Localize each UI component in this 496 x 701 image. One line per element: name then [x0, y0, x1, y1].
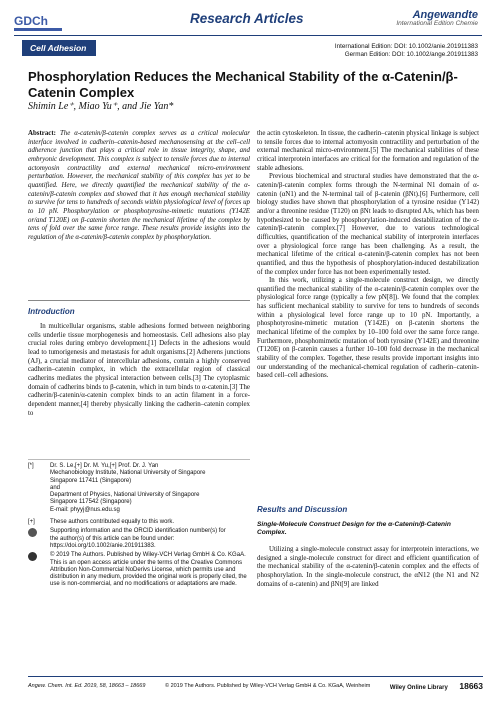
affiliation-line: Singapore 117542 (Singapore) — [50, 499, 132, 506]
body-paragraph: the actin cytoskeleton. In tissue, the cadherin–catenin physical linkage is subject to tensile forces due to internal actomyosin contractility and perturbation of the external mechanical micro-environment.[5] The mechanical stabilities of these critical interprotein interfaces are critical for the formation and regulation of the stable adhesions. — [257, 130, 479, 172]
abstract-text: The α-catenin/β-catenin complex serves as a critical molecular interface involved in cadherin–catenin-based mechanosensing at the cell–cell adherence junction that plays a critical role in tissue integrity, shape, and embryonic development. This complex is subject to tensile forces due to internal actomyosin contractility and external mechanical micro-environment perturbation. However, the mechanical stability of this complex has yet to be quantified. Here, we directly quantified the mechanical stability of the α-catenin/β-catenin complex and showed that it has enough mechanical stability to survive for tens to hundreds of seconds within physiological level of forces up to 10 pN. Phosphorylation or phosphotyrosine-mimetic mutations (Y142E or/and T120E) on β-catenin shorten the mechanical lifetime of the complex by tens of fold over the same force range. These results provide insights into the regulation of the α-catenin/β-catenin complex by phosphorylation. — [28, 130, 250, 241]
page-number: 18663 — [459, 681, 483, 691]
equal-contribution-note: These authors contributed equally to this work. — [50, 519, 175, 526]
right-column — [257, 130, 479, 381]
intro-paragraph — [28, 323, 250, 418]
footnote-mark: [*] — [28, 463, 34, 469]
article-title: Phosphorylation Reduces the Mechanical Stability of the α-Catenin/β-Catenin Complex — [28, 69, 458, 100]
citation: Angew. Chem. Int. Ed. 2019, 58, 18663 – 18669 — [28, 683, 146, 689]
footnote-mark: [+] — [28, 519, 35, 526]
results-paragraph — [257, 546, 479, 589]
affiliation-line: Singapore 117411 (Singapore) — [50, 477, 132, 484]
brand-name: Angewandte — [412, 9, 478, 21]
author-list: Shimin Le⁺, Miao Yu⁺, and Jie Yan* — [28, 101, 174, 112]
support-line: Supporting information and the ORCID identification number(s) for — [50, 528, 226, 535]
support-line: the author(s) of this article can be found under: — [50, 535, 175, 542]
angewandte-logo — [396, 9, 478, 27]
brand-subtitle: International Edition Chemie — [396, 20, 478, 27]
copyright-notice: © 2019 The Authors. Published by Wiley-VCH Verlag GmbH & Co. KGaA. This is an open access article under the terms of the Creative Commons Attribution Non-Commercial NoDerivs License, which permits use and distribution in any medium, provided the original work is properly cited, the use is non-commercial, and no modifications or adaptations are made. — [50, 552, 247, 588]
subsection-heading: Single-Molecule Construct Design for the α-Catenin/β-Catenin Complex. — [257, 521, 451, 536]
page-footer — [28, 681, 483, 691]
doi-german[interactable]: German Edition: DOI: 10.1002/ange.201911383 — [344, 51, 478, 59]
supporting-info-icon — [28, 528, 37, 537]
body-paragraph: In this work, utilizing a single-molecule construct design, we directly quantified the mechanical stability of the α-catenin/β-catenin complex over the physiological force range (typically a few pN[8]). We found that the complex has sufficient mechanical stability to survive for tens to hundreds of seconds within a physiological level force range up to 10 pN. Importantly, a phosphotyrosine-mimetic mutation (Y142E) on β-catenin shortens the mechanical lifetime of the complex by 10–100 fold over the same force range. Furthermore, phosphomimetic mutation of both tyrosine (Y142E) and threonine (T120E) on β-catenin causes a further 10–100 fold decrease in the mechanical stability of the complex. Together, these results provide important insights into our understanding of the mechanical-chemical regulation of cadherin–catenin-based cell–cell adhesions. — [257, 277, 479, 380]
email-link[interactable]: E-mail: phyyj@nus.edu.sg — [50, 506, 120, 513]
doi-international[interactable]: International Edition: DOI: 10.1002/anie.201911383 — [334, 43, 478, 50]
results-heading: Results and Discussion — [257, 505, 348, 514]
affiliation-line: and — [50, 484, 61, 491]
body-paragraph: Previous biochemical and structural studies have demonstrated that the α-catenin/β-catenin complex forms through the N-terminal N1 domain of α-catenin (αN1) and the N-terminal tail of β-catenin (βNt).[6] Furthermore, cell biology studies have shown that phosphorylation of a tyrosine residue (Y142) and/or a threonine residue (T120) on βNt leads to disrupted AJs, which has been hypothesized to be caused by phosphorylation-induced destabilization of the α-catenin/β-catenin complex.[7] However, due to various technological difficulties, quantification of the mechanical stability of interprotein interfaces over a physiological force range has been challenging. As a result, the mechanical lifetime of the critical α-catenin/β-catenin complex has not been quantified, and thus the hypothesis of phosphorylation-induced destabilization of the complex under force has not been experimentally tested. — [257, 173, 479, 276]
gdch-logo: GDCh — [14, 14, 48, 28]
footer-copyright: © 2019 The Authors. Published by Wiley-VCH Verlag GmbH & Co. KGaA, Weinheim — [164, 683, 371, 689]
header-rule — [14, 35, 482, 36]
intro-text: In multicellular organisms, stable adhesions formed between neighboring cells underlie tissue morphogenesis and homeostasis. Cell adhesions also play crucial roles during embryo development.[1] Defects in the adhesions would lead to tumorigenesis and metastasis for adult organisms.[2] Adherens junctions (AJ), a crucial mediator of intercellular adhesions, contain a highly conserved cadherin–catenin complex, in which the extracellular region of classical cadherins mediates the physical interaction between cells.[3] The cytoplasmic domain of cadherins binds to β-catenin, which in turn binds to α-catenin.[3] The cadherin/β-catenin/α-catenin complex binds to an actin filament in a force-dependent manner,[4] thereby physically linking the cadherin–catenin complex to — [28, 323, 250, 417]
body-paragraph: Utilizing a single-molecule construct assay for interprotein interactions, we designed a single-molecule construct for direct and efficient quantification of the mechanical stability of the α-catenin/β-catenin complex and the effects of phosphorylation. In the single-molecule construct, the αN12 (the N1 and N2 domains of α-catenin) and βNt[9] are linked — [257, 546, 479, 588]
open-access-icon — [28, 552, 37, 561]
affiliation-line: Department of Physics, National University of Singapore — [50, 492, 200, 499]
footnote-divider — [28, 459, 250, 460]
footer-rule — [28, 676, 483, 677]
abstract-divider — [28, 300, 250, 301]
author-names: Dr. S. Le,[+] Dr. M. Yu,[+] Prof. Dr. J. Yan — [50, 463, 159, 469]
affiliation-line: Mechanobiology Institute, National University of Singapore — [50, 470, 206, 477]
support-doi-link[interactable]: https://doi.org/10.1002/anie.201911383. — [50, 542, 156, 549]
journal-section-title: Research Articles — [190, 11, 304, 26]
section-tag: Cell Adhesion — [22, 40, 96, 56]
wiley-online-library-link[interactable]: Wiley Online Library — [389, 685, 448, 691]
doi-block — [335, 43, 478, 59]
introduction-heading: Introduction — [28, 307, 75, 316]
abstract — [28, 130, 250, 243]
abstract-label: Abstract: — [28, 130, 56, 137]
logo-underline — [14, 28, 62, 31]
affiliation-block — [28, 463, 250, 589]
